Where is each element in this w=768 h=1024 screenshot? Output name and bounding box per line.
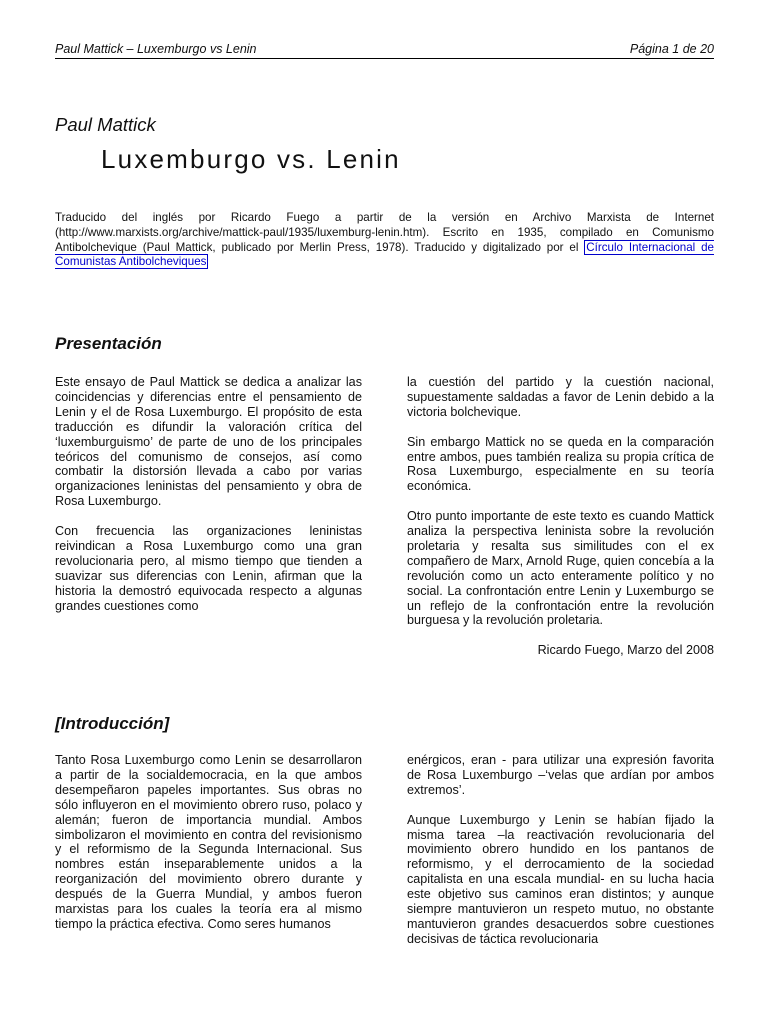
paragraph: Aunque Luxemburgo y Lenin se habían fijado la misma tarea –la reactivación revolucionaria del movimiento obrero hundido en los pantanos de reformismo, y el derrocamiento de la sociedad capitalista en una escala mundial- en su lucha hacia este objetivo sus caminos eran distintos; y aunque siempre mantuvieron un respeto mutuo, no obstante mantuvieron grandes desacuerdos sobre cuestiones decisivas de táctica revolucionaria [407,812,714,946]
circulo-link[interactable]: Círculo Internacional de Comunistas Antibolcheviques [55,240,714,269]
paragraph: enérgicos, eran - para utilizar una expresión favorita de Rosa Luxemburgo –‘velas que ardían por ambos extremos’. [407,753,714,797]
signature: Ricardo Fuego, Marzo del 2008 [537,643,714,658]
section-heading-introduccion: [Introducción] [55,714,170,733]
paragraph: Tanto Rosa Luxemburgo como Lenin se desarrollaron a partir de la socialdemocracia, en la que ambos desempeñaron papeles importantes. Sus obras no sólo influyeron en el movimiento obrero ruso, polaco y alemán; fueron de importancia mundial. Ambos simbolizaron el movimiento en contra del revisionismo y el reformismo de la Segunda Internacional. Sus nombres están inseparablemente unidos a la reorganización del movimiento obrero durante y después de la Guerra Mundial, y ambos fueron marxistas para los cuales la teoría era al mismo tiempo la práctica efectiva. Como seres humanos [55,753,362,931]
presentacion-left-column [55,375,362,628]
running-header [55,42,714,59]
author-name: Paul Mattick [55,114,156,135]
presentacion-right-column [407,375,714,673]
paragraph: Sin embargo Mattick no se queda en la comparación entre ambos, pues también realiza su propia crítica de Rosa Luxemburgo, especialmente en su teoría económica. [407,434,714,494]
header-page-number: Página 1 de 20 [629,42,714,56]
translator-note-text: Traducido del inglés por Ricardo Fuego a partir de la versión en Archivo Marxista de Internet (http://www.marxists.org/archive/mattick-paul/1935/luxemburg-lenin.htm). Escrito en 1935, compilado en Comunismo Antibolchevique (Paul Mattick, publicado por Merlin Press, 1978). Traducido y digitalizado por el [55,211,714,254]
translator-note [55,211,714,270]
introduccion-right-column [407,753,714,962]
paragraph: Otro punto importante de este texto es cuando Mattick analiza la perspectiva leninista sobre la revolución proletaria y resalta sus similitudes con el ex compañero de Marx, Arnold Ruge, quien concebía a la revolución como un acto enteramente político y no social. La confrontación entre Lenin y Luxemburgo se un reflejo de la confrontación entre la revolución burguesa y la revolución proletaria. [407,509,714,628]
header-left: Paul Mattick – Luxemburgo vs Lenin [55,42,257,56]
section-heading-presentacion: Presentación [55,334,162,353]
paragraph: Con frecuencia las organizaciones leninistas reivindican a Rosa Luxemburgo como una gran revolucionaria pero, al mismo tiempo que tienden a suavizar sus diferencias con Lenin, afirman que la historia la demostró equivocada respecto a algunas grandes cuestiones como [55,524,362,613]
document-title: Luxemburgo vs. Lenin [101,144,401,174]
paragraph: la cuestión del partido y la cuestión nacional, supuestamente saldadas a favor de Lenin debido a la victoria bolchevique. [407,375,714,419]
introduccion-left-column [55,753,362,947]
paragraph: Este ensayo de Paul Mattick se dedica a analizar las coincidencias y diferencias entre el pensamiento de Lenin y el de Rosa Luxemburgo. El propósito de esta traducción es difundir la valoración crítica del ‘luxemburguismo’ de parte de uno de los principales teóricos del comunismo de consejos, así como combatir la distorsión llevada a cabo por varias organizaciones leninistas del pensamiento y obra de Rosa Luxemburgo. [55,375,362,509]
